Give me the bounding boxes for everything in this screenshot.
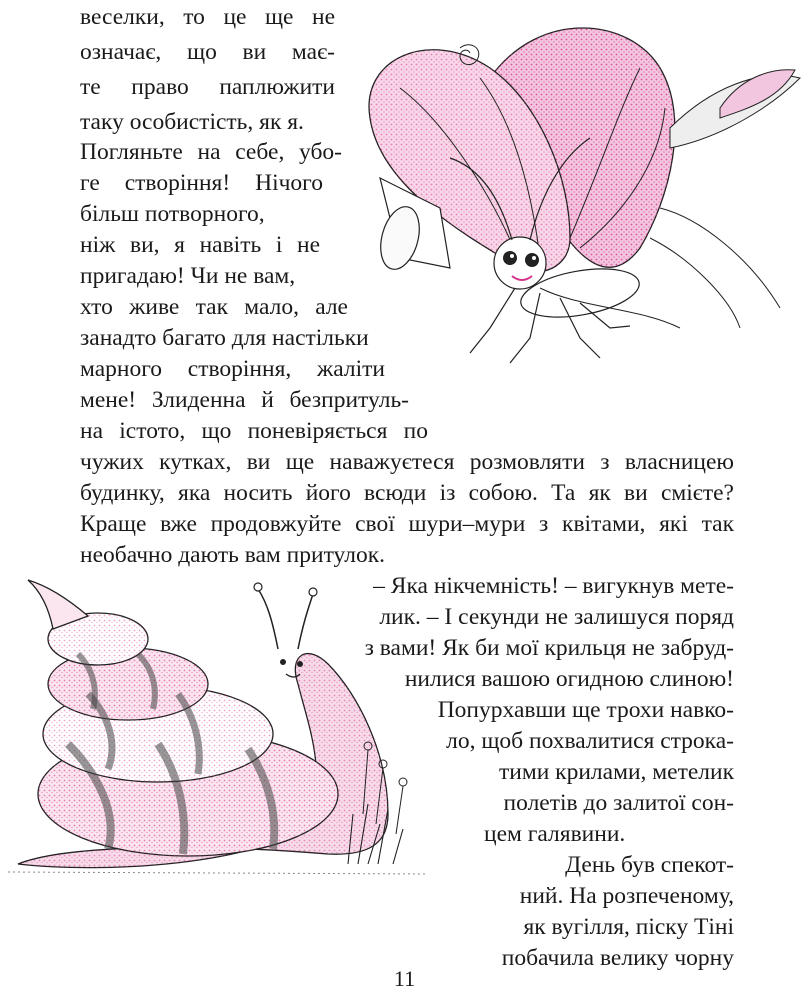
text-line: як вугілля, піску Тіні — [523, 914, 734, 940]
butterfly-illustration — [340, 8, 809, 370]
text-line: полетів до залитої сон- — [503, 790, 734, 816]
text-line: Попурхавши ще трохи навко- — [437, 697, 734, 723]
text-line: ний. На розпеченому, — [519, 883, 734, 909]
page-number: 11 — [393, 966, 416, 991]
text-line: лик. – І секунди не залишуся поряд — [379, 604, 734, 630]
text-line: необачно дають вам притулок. — [80, 542, 386, 568]
text-line: означає, що ви має- — [80, 39, 335, 65]
text-line: більш потворного, — [80, 201, 265, 227]
text-line: те право паплюжити — [80, 74, 335, 100]
text-line: пригадаю! Чи не вам, — [80, 263, 296, 289]
text-line: Краще вже продовжуйте свої шури–мури з квітами, які так — [80, 511, 734, 537]
text-line: ніж ви, я навіть і не — [80, 232, 320, 258]
text-line: – Яка нікчемність! – вигукнув мете- — [373, 573, 734, 599]
text-line: День був спекот- — [565, 852, 734, 878]
text-line: марного створіння, жаліти — [80, 356, 385, 382]
text-line: цем галявини. — [484, 821, 626, 847]
text-line: хто живе так мало, але — [80, 294, 348, 320]
text-line: побачила велику чорну — [501, 945, 734, 971]
text-line: таку особистість, як я. — [80, 109, 304, 135]
text-line: мене! Злиденна й безпритуль- — [80, 387, 409, 413]
text-line: з вами! Як би мої крильця не забруд- — [364, 635, 734, 661]
text-line: веселки, то це ще не — [80, 4, 335, 30]
text-line: ло, щоб похвалитися строка- — [446, 728, 734, 754]
text-line: тими крилами, метелик — [499, 759, 734, 785]
text-line: занадто багато для настільки — [80, 325, 369, 351]
text-line: на істото, що поневіряється по — [80, 418, 428, 444]
text-line: Погляньте на себе, убо- — [80, 139, 342, 165]
text-line: нилися вашою огидною слиною! — [404, 666, 734, 692]
text-line: чужих кутках, ви ще наважуєтеся розмовляти з власницею — [80, 449, 734, 475]
text-line: будинку, яка носить його всюди із собою. Та як ви смієте? — [80, 480, 734, 506]
text-line: ге створіння! Нічого — [80, 170, 323, 196]
